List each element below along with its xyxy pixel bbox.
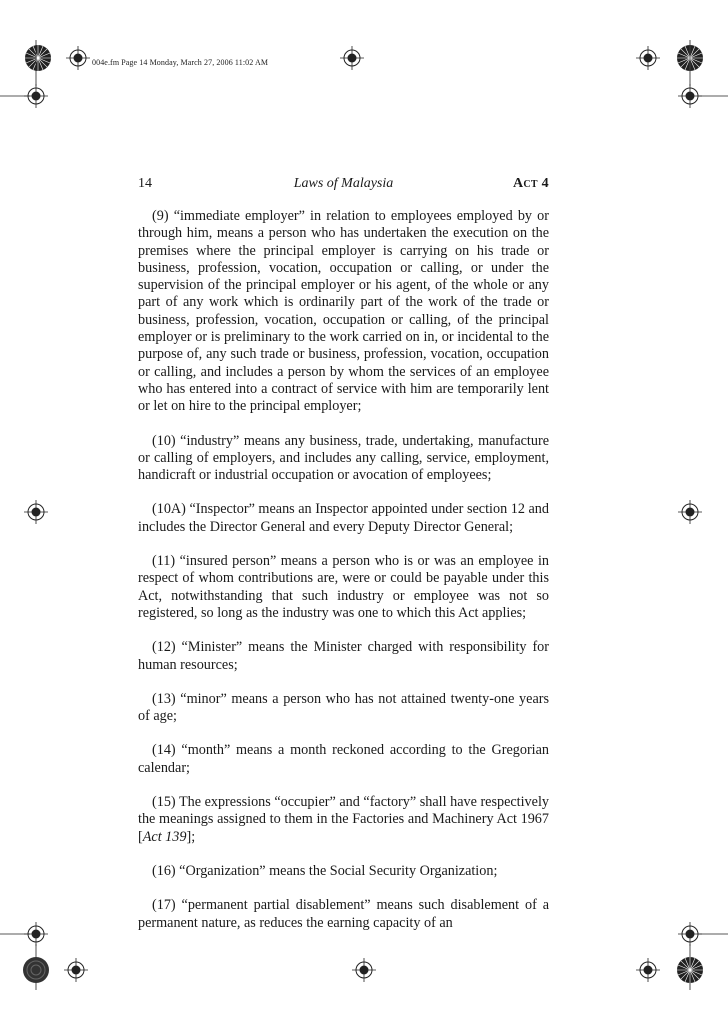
crosshair-registration-mark (636, 958, 660, 982)
definition-paragraph: (9) “immediate employer” in relation to employees employed by or through him, means a person who has undertaken the execution on the premises where the principal employer is carrying on his trade or business, profession, vocation, occupation or calling, or under the supervision of the principal employer or his agent, of the whole or any part of any work which is ordinarily part of the work of the trade or business, profession, vocation, occupation or calling, of the principal employer or is preliminary to the work carried on in, or incidental to the purpose of, any such trade or business, profession, vocation, occupation or calling, and includes a person by whom the services of an employee who has entered into a contract of service with him are temporarily lent or let on hire to the principal employer; (138, 208, 549, 415)
paragraph-number: (10 (152, 501, 171, 518)
act-reference: Act 139 (142, 828, 187, 845)
crosshair-registration-mark (678, 84, 702, 108)
crosshair-registration-mark (24, 500, 48, 524)
crosshair-registration-mark (24, 922, 48, 946)
file-slug: 004e.fm Page 14 Monday, March 27, 2006 11:02 AM (92, 58, 269, 67)
paragraph-number-close: ) (181, 501, 186, 518)
running-header (138, 176, 549, 196)
paragraph-text: (15) The expressions “occupier” and “factory” shall have respectively the meanings assigned to them in the Factories and Machinery Act 1967 [ (138, 794, 549, 845)
paragraph-text: “Inspector” means an Inspector appointed under section 12 and includes the Director General and every Deputy Director General; (138, 501, 549, 535)
definition-paragraph: (16) “Organization” means the Social Security Organization; (152, 862, 498, 879)
dotted-registration-mark (22, 956, 50, 984)
definition-paragraph: (17) “permanent partial disablement” means such disablement of a permanent nature, as reduces the earning capacity of an (138, 897, 549, 931)
paragraph-text-end: ]; (186, 828, 196, 845)
starburst-registration-mark (676, 956, 704, 984)
definition-paragraph (138, 501, 549, 536)
crosshair-registration-mark (678, 500, 702, 524)
definition-paragraph: (14) “month” means a month reckoned according to the Gregorian calendar; (138, 742, 549, 776)
header-title: Laws of Malaysia (293, 176, 394, 191)
definition-paragraph: (10) “industry” means any business, trade, undertaking, manufacture or calling of employers, and includes any calling, service, employment, handicraft or industrial occupation or avocation of employees; (138, 432, 549, 484)
paragraph-number-letter: A (170, 501, 182, 518)
definition-paragraph: (13) “minor” means a person who has not attained twenty-one years of age; (138, 690, 549, 725)
definition-paragraph: (11) “insured person” means a person who is or was an employee in respect of whom contributions are, were or could be payable under this Act, notwithstanding that such industry or employee was not so registered, so long as the industry was one to which this Act applies; (138, 553, 549, 621)
page-number: 14 (138, 176, 152, 191)
crosshair-registration-mark (678, 922, 702, 946)
definition-paragraph (138, 794, 549, 846)
crosshair-registration-mark (352, 958, 376, 982)
page-body (138, 208, 549, 949)
header-act: Act 4 (512, 176, 549, 191)
crosshair-registration-mark (64, 958, 88, 982)
crosshair-registration-mark (24, 84, 48, 108)
definition-paragraph: (12) “Minister” means the Minister charged with responsibility for human resources; (138, 639, 549, 673)
